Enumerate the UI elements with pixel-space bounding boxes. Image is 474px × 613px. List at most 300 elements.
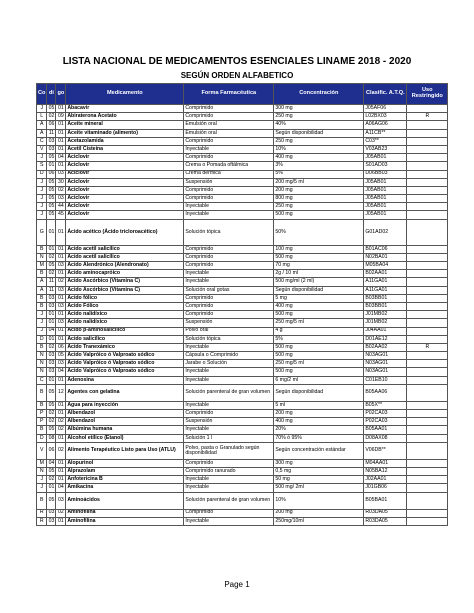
- atq-code-cell: B05AA01: [364, 426, 407, 434]
- code-letter-cell: A: [37, 121, 47, 129]
- restricted-use-cell: [407, 368, 448, 376]
- code-letter-cell: B: [37, 294, 47, 302]
- restricted-use-cell: [407, 376, 448, 384]
- table-row: [37, 211, 448, 219]
- concentration-cell: 800 mg: [274, 195, 364, 203]
- atq-code-cell: C01EB10: [364, 376, 407, 384]
- medicine-name-cell: Amikacina: [66, 484, 184, 492]
- atq-code-cell: J05AB01: [364, 178, 407, 186]
- atq-code-cell: D08AX08: [364, 434, 407, 442]
- atq-code-cell: P02CA03: [364, 410, 407, 418]
- concentration-cell: 250 mg: [274, 113, 364, 121]
- code-group-cell: 05: [48, 467, 55, 474]
- medicine-name-cell: Aciclovir: [66, 211, 184, 219]
- code-letter-cell: J: [37, 484, 47, 492]
- code-number-cell: 03: [56, 302, 66, 310]
- medicine-name-cell: Aceite vitaminado (alimento): [66, 129, 184, 137]
- code-group-cell: 11: [48, 129, 55, 136]
- restricted-use-cell: [407, 401, 448, 409]
- code-number-cell: 01: [56, 121, 66, 129]
- code-group-cell: 05: [48, 104, 55, 111]
- code-number-cell: 45: [56, 211, 66, 219]
- code-letter-cell: J: [37, 195, 47, 203]
- table-row: [37, 294, 448, 302]
- atq-code-cell: N05BA12: [364, 467, 407, 475]
- atq-code-cell: B03BB01: [364, 294, 407, 302]
- dosage-form-cell: Cápsula o Comprimido: [184, 352, 274, 360]
- code-letter-cell: P: [37, 418, 47, 426]
- medicine-name-cell: Ácido fólico: [66, 294, 184, 302]
- restricted-use-cell: [407, 442, 448, 459]
- table-row: [37, 467, 448, 475]
- atq-code-cell: J01MB02: [364, 319, 407, 327]
- atq-code-cell: A11CB**: [364, 129, 407, 137]
- table-row: [37, 476, 448, 484]
- table-row: [37, 484, 448, 492]
- code-group-cell: 02: [48, 253, 55, 260]
- table-row: [37, 376, 448, 384]
- medicine-name-cell: Ácido acetil salicílico: [66, 245, 184, 253]
- code-group-cell: 01: [47, 219, 56, 245]
- code-group-cell: 03: [48, 509, 55, 516]
- medicine-name-cell: Ácido nalidíxico: [66, 319, 184, 327]
- code-letter-cell: B: [37, 302, 47, 310]
- atq-code-cell: J05AB01: [364, 195, 407, 203]
- table-row: [37, 459, 448, 467]
- code-number-cell: 01: [56, 129, 66, 137]
- code-letter-cell: B: [37, 343, 47, 351]
- code-letter-cell: J: [37, 186, 47, 194]
- dosage-form-cell: Comprimido: [184, 113, 274, 121]
- table-row: [37, 162, 448, 170]
- dosage-form-cell: Emulsión oral: [184, 129, 274, 137]
- atq-code-cell: J02AA01: [364, 476, 407, 484]
- code-group-cell: 02: [48, 476, 55, 483]
- code-group-cell: 02: [48, 418, 55, 425]
- medicine-name-cell: Alimento Terapéutico Listo para Uso (ATLU): [66, 442, 184, 459]
- restricted-use-cell: [407, 245, 448, 253]
- table-row: [37, 434, 448, 442]
- atq-code-cell: B05BA01: [364, 492, 407, 509]
- dosage-form-cell: Polvo, pasta o Granulado según disponibilidad: [184, 442, 274, 459]
- table-row: [37, 319, 448, 327]
- medicine-name-cell: Acetazolamida: [66, 137, 184, 145]
- table-row: [37, 129, 448, 137]
- atq-code-cell: N02BA01: [364, 253, 407, 261]
- concentration-cell: 250mg/10ml: [274, 517, 364, 525]
- medicine-name-cell: Abiraterona Acetato: [66, 113, 184, 121]
- code-number-cell: 09: [56, 113, 66, 121]
- code-number-cell: 01: [56, 410, 66, 418]
- dosage-form-cell: Inyectable: [184, 476, 274, 484]
- code-group-cell: 03: [48, 360, 55, 367]
- restricted-use-cell: [407, 219, 448, 245]
- atq-code-cell: B03BB01: [364, 302, 407, 310]
- document-subtitle: SEGÚN ORDEN ALFABETICO: [180, 71, 294, 80]
- concentration-cell: 200 mg: [274, 509, 364, 517]
- code-group-cell: 05: [48, 154, 55, 161]
- code-group-cell: 08: [48, 434, 55, 441]
- code-letter-cell: J: [37, 154, 47, 162]
- code-group-cell: 01: [48, 311, 55, 318]
- table-row: [37, 286, 448, 294]
- medicine-name-cell: Ácido p-aminosalicílico: [66, 327, 184, 335]
- code-group-cell: 03: [48, 368, 55, 375]
- concentration-cell: 500 mg: [274, 253, 364, 261]
- atq-code-cell: R03DA05: [364, 517, 407, 525]
- medicine-name-cell: Aceite mineral: [66, 121, 184, 129]
- restricted-use-cell: [407, 476, 448, 484]
- code-number-cell: 01: [56, 219, 66, 245]
- dosage-form-cell: Suspensión: [184, 319, 274, 327]
- restricted-use-cell: [407, 154, 448, 162]
- code-letter-cell: M: [37, 262, 47, 270]
- code-letter-cell: J: [37, 105, 47, 113]
- medicine-name-cell: Ácido acético (Ácido tricloroacético): [66, 219, 184, 245]
- dosage-form-cell: Crema dermica: [184, 170, 274, 178]
- atq-code-cell: N03AG01: [364, 368, 407, 376]
- atq-code-cell: J05AB01: [364, 203, 407, 211]
- concentration-cell: 500 mg/ml (2 ml): [274, 278, 364, 286]
- atq-code-cell: J04AA01: [364, 327, 407, 335]
- concentration-cell: 5 mg: [274, 294, 364, 302]
- code-number-cell: 30: [56, 178, 66, 186]
- code-number-cell: 01: [56, 434, 66, 442]
- dosage-form-cell: Solución tópica: [184, 335, 274, 343]
- dosage-form-cell: Comprimido: [184, 410, 274, 418]
- restricted-use-cell: [407, 360, 448, 368]
- medicine-name-cell: Albendazol: [66, 418, 184, 426]
- medicine-name-cell: Acetil Cisteina: [66, 145, 184, 153]
- concentration-cell: 5 ml: [274, 401, 364, 409]
- code-group-cell: 05: [47, 384, 56, 401]
- dosage-form-cell: Comprimido: [184, 302, 274, 310]
- table-row: [37, 270, 448, 278]
- code-letter-cell: J: [37, 203, 47, 211]
- atq-code-cell: V03AB23: [364, 145, 407, 153]
- code-number-cell: 01: [56, 145, 66, 153]
- code-group-cell: 03: [48, 517, 55, 524]
- code-letter-cell: G: [37, 219, 47, 245]
- restricted-use-cell: [407, 459, 448, 467]
- code-letter-cell: L: [37, 113, 47, 121]
- atq-code-cell: R03DA05: [364, 509, 407, 517]
- medicine-name-cell: Ácido Tranexámico: [66, 343, 184, 351]
- concentration-cell: 400 mg: [274, 418, 364, 426]
- document-title: LISTA NACIONAL DE MEDICAMENTOS ESENCIALES LINAME 2018 - 2020: [62, 56, 412, 67]
- atq-code-cell: V06DB**: [364, 442, 407, 459]
- code-group-cell: 01: [48, 319, 55, 326]
- dosage-form-cell: Inyectable: [184, 145, 274, 153]
- code-number-cell: 01: [56, 137, 66, 145]
- dosage-form-cell: Inyectable: [184, 211, 274, 219]
- medicine-name-cell: Ácido Ascórbico (Vitamina C): [66, 286, 184, 294]
- dosage-form-cell: Comprimido: [184, 195, 274, 203]
- restricted-use-cell: [407, 195, 448, 203]
- code-group-cell: 05: [48, 203, 55, 210]
- dosage-form-cell: Comprimido: [184, 245, 274, 253]
- code-number-cell: 02: [56, 442, 66, 459]
- restricted-use-cell: [407, 410, 448, 418]
- concentration-cell: 40%: [274, 121, 364, 129]
- code-group-cell: 01: [48, 376, 55, 383]
- restricted-use-cell: [407, 105, 448, 113]
- dosage-form-cell: Crema o Pomada oftálmica: [184, 162, 274, 170]
- code-number-cell: 44: [56, 203, 66, 211]
- concentration-cell: 200 mg/5 ml: [274, 178, 364, 186]
- code-number-cell: 01: [56, 311, 66, 319]
- code-number-cell: 01: [56, 467, 66, 475]
- table-row: [37, 401, 448, 409]
- code-letter-cell: A: [37, 129, 47, 137]
- code-group-cell: 05: [48, 426, 55, 433]
- code-letter-cell: B: [37, 492, 47, 509]
- code-group-cell: 05: [48, 261, 55, 268]
- code-letter-cell: B: [37, 245, 47, 253]
- concentration-cell: 70 mg: [274, 262, 364, 270]
- code-number-cell: 01: [56, 459, 66, 467]
- dosage-form-cell: Comprimido: [184, 262, 274, 270]
- table-row: [37, 410, 448, 418]
- restricted-use-cell: [407, 319, 448, 327]
- concentration-cell: 250 mg/5 ml: [274, 360, 364, 368]
- medicine-name-cell: Ácido Valpróico ó Valproato sódico: [66, 368, 184, 376]
- code-number-cell: 01: [56, 245, 66, 253]
- concentration-cell: 500 mg: [274, 311, 364, 319]
- concentration-cell: 250 mg: [274, 203, 364, 211]
- dosage-form-cell: Solución 1 l: [184, 434, 274, 442]
- table-row: [37, 219, 448, 245]
- table-row: [37, 178, 448, 186]
- table-row: [37, 121, 448, 129]
- code-letter-cell: J: [37, 319, 47, 327]
- dosage-form-cell: Inyectable: [184, 376, 274, 384]
- atq-code-cell: N03AG01: [364, 352, 407, 360]
- table-row: [37, 203, 448, 211]
- code-letter-cell: R: [37, 509, 47, 517]
- restricted-use-cell: [407, 162, 448, 170]
- atq-code-cell: J05AB01: [364, 211, 407, 219]
- concentration-cell: 500 mg: [274, 368, 364, 376]
- restricted-use-cell: [407, 211, 448, 219]
- code-letter-cell: J: [37, 211, 47, 219]
- medicine-name-cell: Alprazolam: [66, 467, 184, 475]
- concentration-cell: 50 mg: [274, 476, 364, 484]
- code-letter-cell: B: [37, 426, 47, 434]
- atq-code-cell: A06AG06: [364, 121, 407, 129]
- table-row: [37, 426, 448, 434]
- code-group-cell: 05: [48, 401, 55, 408]
- code-group-cell: 04: [48, 327, 55, 334]
- table-row: [37, 170, 448, 178]
- table-row: [37, 343, 448, 351]
- medicine-name-cell: Adenosina: [66, 376, 184, 384]
- concentration-cell: 500 mg/ 2ml: [274, 484, 364, 492]
- code-number-cell: 01: [56, 517, 66, 525]
- medicine-name-cell: Aminofilina: [66, 517, 184, 525]
- table-row: [37, 262, 448, 270]
- header-co: Co: [37, 84, 47, 105]
- atq-code-cell: J05AB01: [364, 186, 407, 194]
- code-number-cell: 01: [56, 253, 66, 261]
- dosage-form-cell: Comprimido: [184, 186, 274, 194]
- code-letter-cell: J: [37, 327, 47, 335]
- concentration-cell: Según disponibilidad: [274, 129, 364, 137]
- medicines-table: [36, 83, 448, 526]
- concentration-cell: 0,5 mg: [274, 467, 364, 475]
- code-number-cell: 05: [56, 352, 66, 360]
- concentration-cell: 10%: [274, 492, 364, 509]
- concentration-cell: 500 mg: [274, 343, 364, 351]
- dosage-form-cell: Solución parenteral de gran volumen: [184, 492, 274, 509]
- medicine-name-cell: Albendazol: [66, 410, 184, 418]
- restricted-use-cell: [407, 203, 448, 211]
- concentration-cell: 500 mg: [274, 211, 364, 219]
- medicine-name-cell: Aminofilina: [66, 509, 184, 517]
- dosage-form-cell: Inyectable: [184, 426, 274, 434]
- code-group-cell: 04: [48, 459, 55, 466]
- concentration-cell: 6 mg/2 ml: [274, 376, 364, 384]
- table-row: [37, 442, 448, 459]
- dosage-form-cell: Jarabe o Solución: [184, 360, 274, 368]
- code-letter-cell: S: [37, 162, 47, 170]
- concentration-cell: 250 mg: [274, 137, 364, 145]
- concentration-cell: Según concentración estándar: [274, 442, 364, 459]
- restricted-use-cell: [407, 418, 448, 426]
- table-row: [37, 384, 448, 401]
- atq-code-cell: B02AA02: [364, 343, 407, 351]
- dosage-form-cell: Comprimido: [184, 311, 274, 319]
- code-group-cell: 02: [48, 409, 55, 416]
- code-group-cell: 06: [48, 121, 55, 128]
- code-group-cell: 02: [48, 113, 55, 120]
- concentration-cell: 50%: [274, 219, 364, 245]
- code-letter-cell: J: [37, 178, 47, 186]
- code-number-cell: 03: [56, 170, 66, 178]
- medicine-name-cell: Aciclovir: [66, 154, 184, 162]
- concentration-cell: 300 mg: [274, 459, 364, 467]
- restricted-use-cell: [407, 262, 448, 270]
- restricted-use-cell: [407, 170, 448, 178]
- dosage-form-cell: Comprimido: [184, 459, 274, 467]
- concentration-cell: 20%: [274, 426, 364, 434]
- code-letter-cell: D: [37, 335, 47, 343]
- restricted-use-cell: [407, 509, 448, 517]
- code-group-cell: 11: [48, 286, 55, 293]
- concentration-cell: 10%: [274, 145, 364, 153]
- code-letter-cell: V: [37, 442, 47, 459]
- code-group-cell: 05: [48, 211, 55, 218]
- medicine-name-cell: Ácido salicílico: [66, 335, 184, 343]
- restricted-use-cell: [407, 335, 448, 343]
- table-row: [37, 360, 448, 368]
- code-group-cell: 01: [48, 245, 55, 252]
- code-number-cell: 04: [56, 368, 66, 376]
- code-group-cell: 01: [48, 484, 55, 491]
- code-number-cell: 03: [56, 286, 66, 294]
- code-number-cell: 01: [56, 105, 66, 113]
- table-row: [37, 137, 448, 145]
- restricted-use-cell: [407, 434, 448, 442]
- atq-code-cell: J01GB06: [364, 484, 407, 492]
- code-number-cell: 02: [56, 278, 66, 286]
- dosage-form-cell: Polvo oral: [184, 327, 274, 335]
- table-row: [37, 105, 448, 113]
- code-number-cell: 02: [56, 418, 66, 426]
- medicine-name-cell: Aciclovir: [66, 186, 184, 194]
- table-row: [37, 113, 448, 121]
- table-header-row: [37, 84, 448, 105]
- restricted-use-cell: [407, 302, 448, 310]
- concentration-cell: 250 mg/5 ml: [274, 319, 364, 327]
- restricted-use-cell: [407, 278, 448, 286]
- concentration-cell: 2g / 10 ml: [274, 270, 364, 278]
- medicine-name-cell: Ácido aminocapróico: [66, 270, 184, 278]
- restricted-use-cell: [407, 286, 448, 294]
- dosage-form-cell: Inyectable: [184, 517, 274, 525]
- code-number-cell: 02: [56, 426, 66, 434]
- dosage-form-cell: Comprimido: [184, 253, 274, 261]
- restricted-use-cell: [407, 327, 448, 335]
- header-go: go: [56, 84, 66, 105]
- medicine-name-cell: Aciclovir: [66, 162, 184, 170]
- restricted-use-cell: R: [407, 343, 448, 351]
- code-letter-cell: J: [37, 476, 47, 484]
- atq-code-cell: L02BX03: [364, 113, 407, 121]
- code-number-cell: 03: [56, 492, 66, 509]
- restricted-use-cell: [407, 484, 448, 492]
- concentration-cell: 200 mg: [274, 410, 364, 418]
- atq-code-cell: B05X**: [364, 401, 407, 409]
- code-number-cell: 12: [56, 384, 66, 401]
- page-number: Page 1: [224, 580, 250, 589]
- code-group-cell: 06: [48, 170, 55, 177]
- dosage-form-cell: Comprimido: [184, 154, 274, 162]
- code-letter-cell: N: [37, 368, 47, 376]
- restricted-use-cell: [407, 145, 448, 153]
- concentration-cell: 5%: [274, 170, 364, 178]
- atq-code-cell: M04AA01: [364, 459, 407, 467]
- code-letter-cell: A: [37, 278, 47, 286]
- code-letter-cell: D: [37, 170, 47, 178]
- code-number-cell: 02: [56, 186, 66, 194]
- restricted-use-cell: [407, 467, 448, 475]
- medicine-name-cell: Ácido Fólico: [66, 302, 184, 310]
- concentration-cell: 3%: [274, 162, 364, 170]
- medicine-name-cell: Ácido Valpróico ó Valproato sódico: [66, 352, 184, 360]
- table-row: [37, 253, 448, 261]
- atq-code-cell: N03AG01: [364, 360, 407, 368]
- code-group-cell: 05: [47, 492, 56, 509]
- code-group-cell: 02: [48, 270, 55, 277]
- header-forma: Forma Farmacéutica: [184, 84, 274, 105]
- medicine-name-cell: Ácido Ascórbico (Vitamina C): [66, 278, 184, 286]
- header-di: di: [47, 84, 56, 105]
- code-number-cell: 04: [56, 484, 66, 492]
- header-concentracion: Concentración: [274, 84, 364, 105]
- table-row: [37, 302, 448, 310]
- medicine-name-cell: Ácido acetil salicílico: [66, 253, 184, 261]
- restricted-use-cell: [407, 178, 448, 186]
- atq-code-cell: M05BA04: [364, 262, 407, 270]
- medicine-name-cell: Aciclovir: [66, 170, 184, 178]
- code-group-cell: 03: [48, 352, 55, 359]
- table-row: [37, 278, 448, 286]
- code-letter-cell: R: [37, 517, 47, 525]
- restricted-use-cell: [407, 137, 448, 145]
- medicine-name-cell: Alcohol etílico (Etanol): [66, 434, 184, 442]
- header-medicamento: Medicamento: [66, 84, 184, 105]
